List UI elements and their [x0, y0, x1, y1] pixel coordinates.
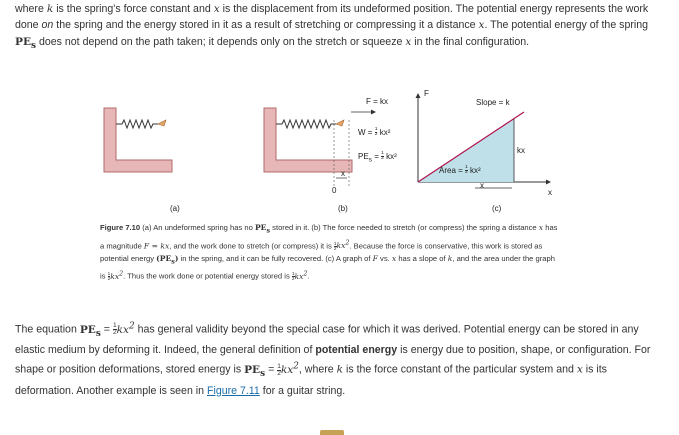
x-axis-arrow [546, 180, 551, 185]
label-f-axis: F [424, 89, 429, 98]
scroll-handle[interactable] [320, 430, 344, 435]
label-x-axis: x [548, 188, 552, 197]
math-x: x [405, 35, 412, 48]
figure-7-10 [100, 86, 560, 216]
text: is the spring's force constant and [56, 3, 211, 15]
label-kx2: kx² [379, 128, 391, 138]
math-pes [15, 35, 37, 51]
spring-a [116, 120, 158, 128]
math-x: x [213, 3, 220, 15]
text: where [15, 3, 44, 15]
panel-label-c: (c) [492, 204, 502, 213]
label-x-c: x [480, 181, 484, 190]
paragraph-intro [15, 1, 667, 54]
term-potential-energy: potential energy [315, 344, 398, 357]
label-slope: Slope = k [476, 98, 510, 107]
fraction-half: $\frac{1}{2}$ [374, 127, 378, 138]
text-on: on [41, 19, 54, 32]
wall-b [264, 108, 352, 172]
text: is the displacement from its undeformed position. The potential energy represents the work done [15, 3, 649, 32]
math-pe: PE [15, 35, 32, 48]
link-figure-7-11[interactable]: Figure 7.11 [207, 384, 260, 397]
paragraph-general: The equation $PE_s$ = $\frac{1}{2}$ $kx^2$ has general validity beyond the special case for which it was derived. Potential energy can be stored in any elastic medium by deforming it. Indeed, the general definition of potential energy is energy due to position, shape, or configuration. For shape or position deformations, stored energy is $PE_s$ = $\frac{1}{2}$ $kx^2$, where k is the force constant of the particular system and x is its deformation. Another example is seen in Figure 7.11 for a guitar string. [15, 321, 651, 397]
label-zero: 0 [332, 186, 337, 195]
label-w: W = [358, 128, 373, 138]
spring-b [276, 120, 336, 128]
caption-figure-ref: Figure 7.10 [100, 223, 141, 232]
panel-label-a: (a) [170, 204, 180, 213]
math-sub: s [31, 40, 37, 51]
label-pe: $PE_s$ = $\frac{1}{2}$ kx² [358, 151, 397, 164]
label-f-kx: F = kx [366, 97, 389, 106]
text: . The potential energy of the spring [484, 19, 649, 32]
math-x: x [478, 19, 485, 32]
panel-label-b: (b) [338, 204, 348, 213]
math-k: k [46, 3, 54, 15]
spring-end-a [158, 120, 166, 126]
spring-end-b [336, 120, 344, 126]
label-kx: kx [517, 146, 525, 155]
y-axis-arrow [416, 93, 421, 98]
wall-a [104, 108, 172, 172]
text: in the final configuration. [414, 35, 530, 48]
figure-caption: Figure 7.10 (a) An undeformed spring has no $PE_s$ stored in it. (b) The force needed to stretch (or compress) the spring a distance x has a magnitude F = kx, and the work done to stretch (or compress) it is $\frac{1}{2}$ $kx^2$. Because the force is conservative, this work is stored as potential energy $(PE_s)$ in the spring, and it can be fully recovered. (c) A graph of F vs. x has a slope of k, and the area under the graph is $\frac{1}{2}$ $kx^2$. Thus the work done or potential energy stored is $\frac{1}{2}$ $kx^2$. [100, 223, 558, 282]
text: the spring and the energy stored in it as a result of stretching or compressing it a distance [56, 19, 476, 32]
label-x-b: x [341, 169, 345, 178]
label-area: Area = $\frac{1}{2}$ kx² [439, 165, 481, 176]
label-work [358, 128, 390, 138]
text: does not depend on the path taken; it depends only on the stretch or squeeze [38, 35, 403, 48]
force-arrowhead [371, 110, 376, 115]
